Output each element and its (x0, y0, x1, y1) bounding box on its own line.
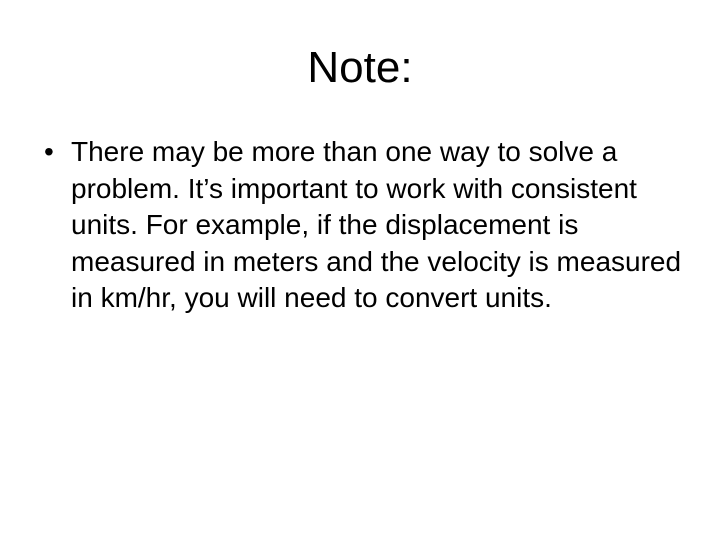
bullet-list (44, 134, 684, 317)
bullet-marker: • (44, 136, 54, 167)
bullet-item (44, 134, 684, 317)
bullet-text: There may be more than one way to solve a problem. It’s important to work with consistent units. For example, if the displacement is measured in meters and the velocity is measured in km/hr, you will need to convert units. (71, 136, 682, 313)
slide-title: Note: (307, 43, 413, 92)
